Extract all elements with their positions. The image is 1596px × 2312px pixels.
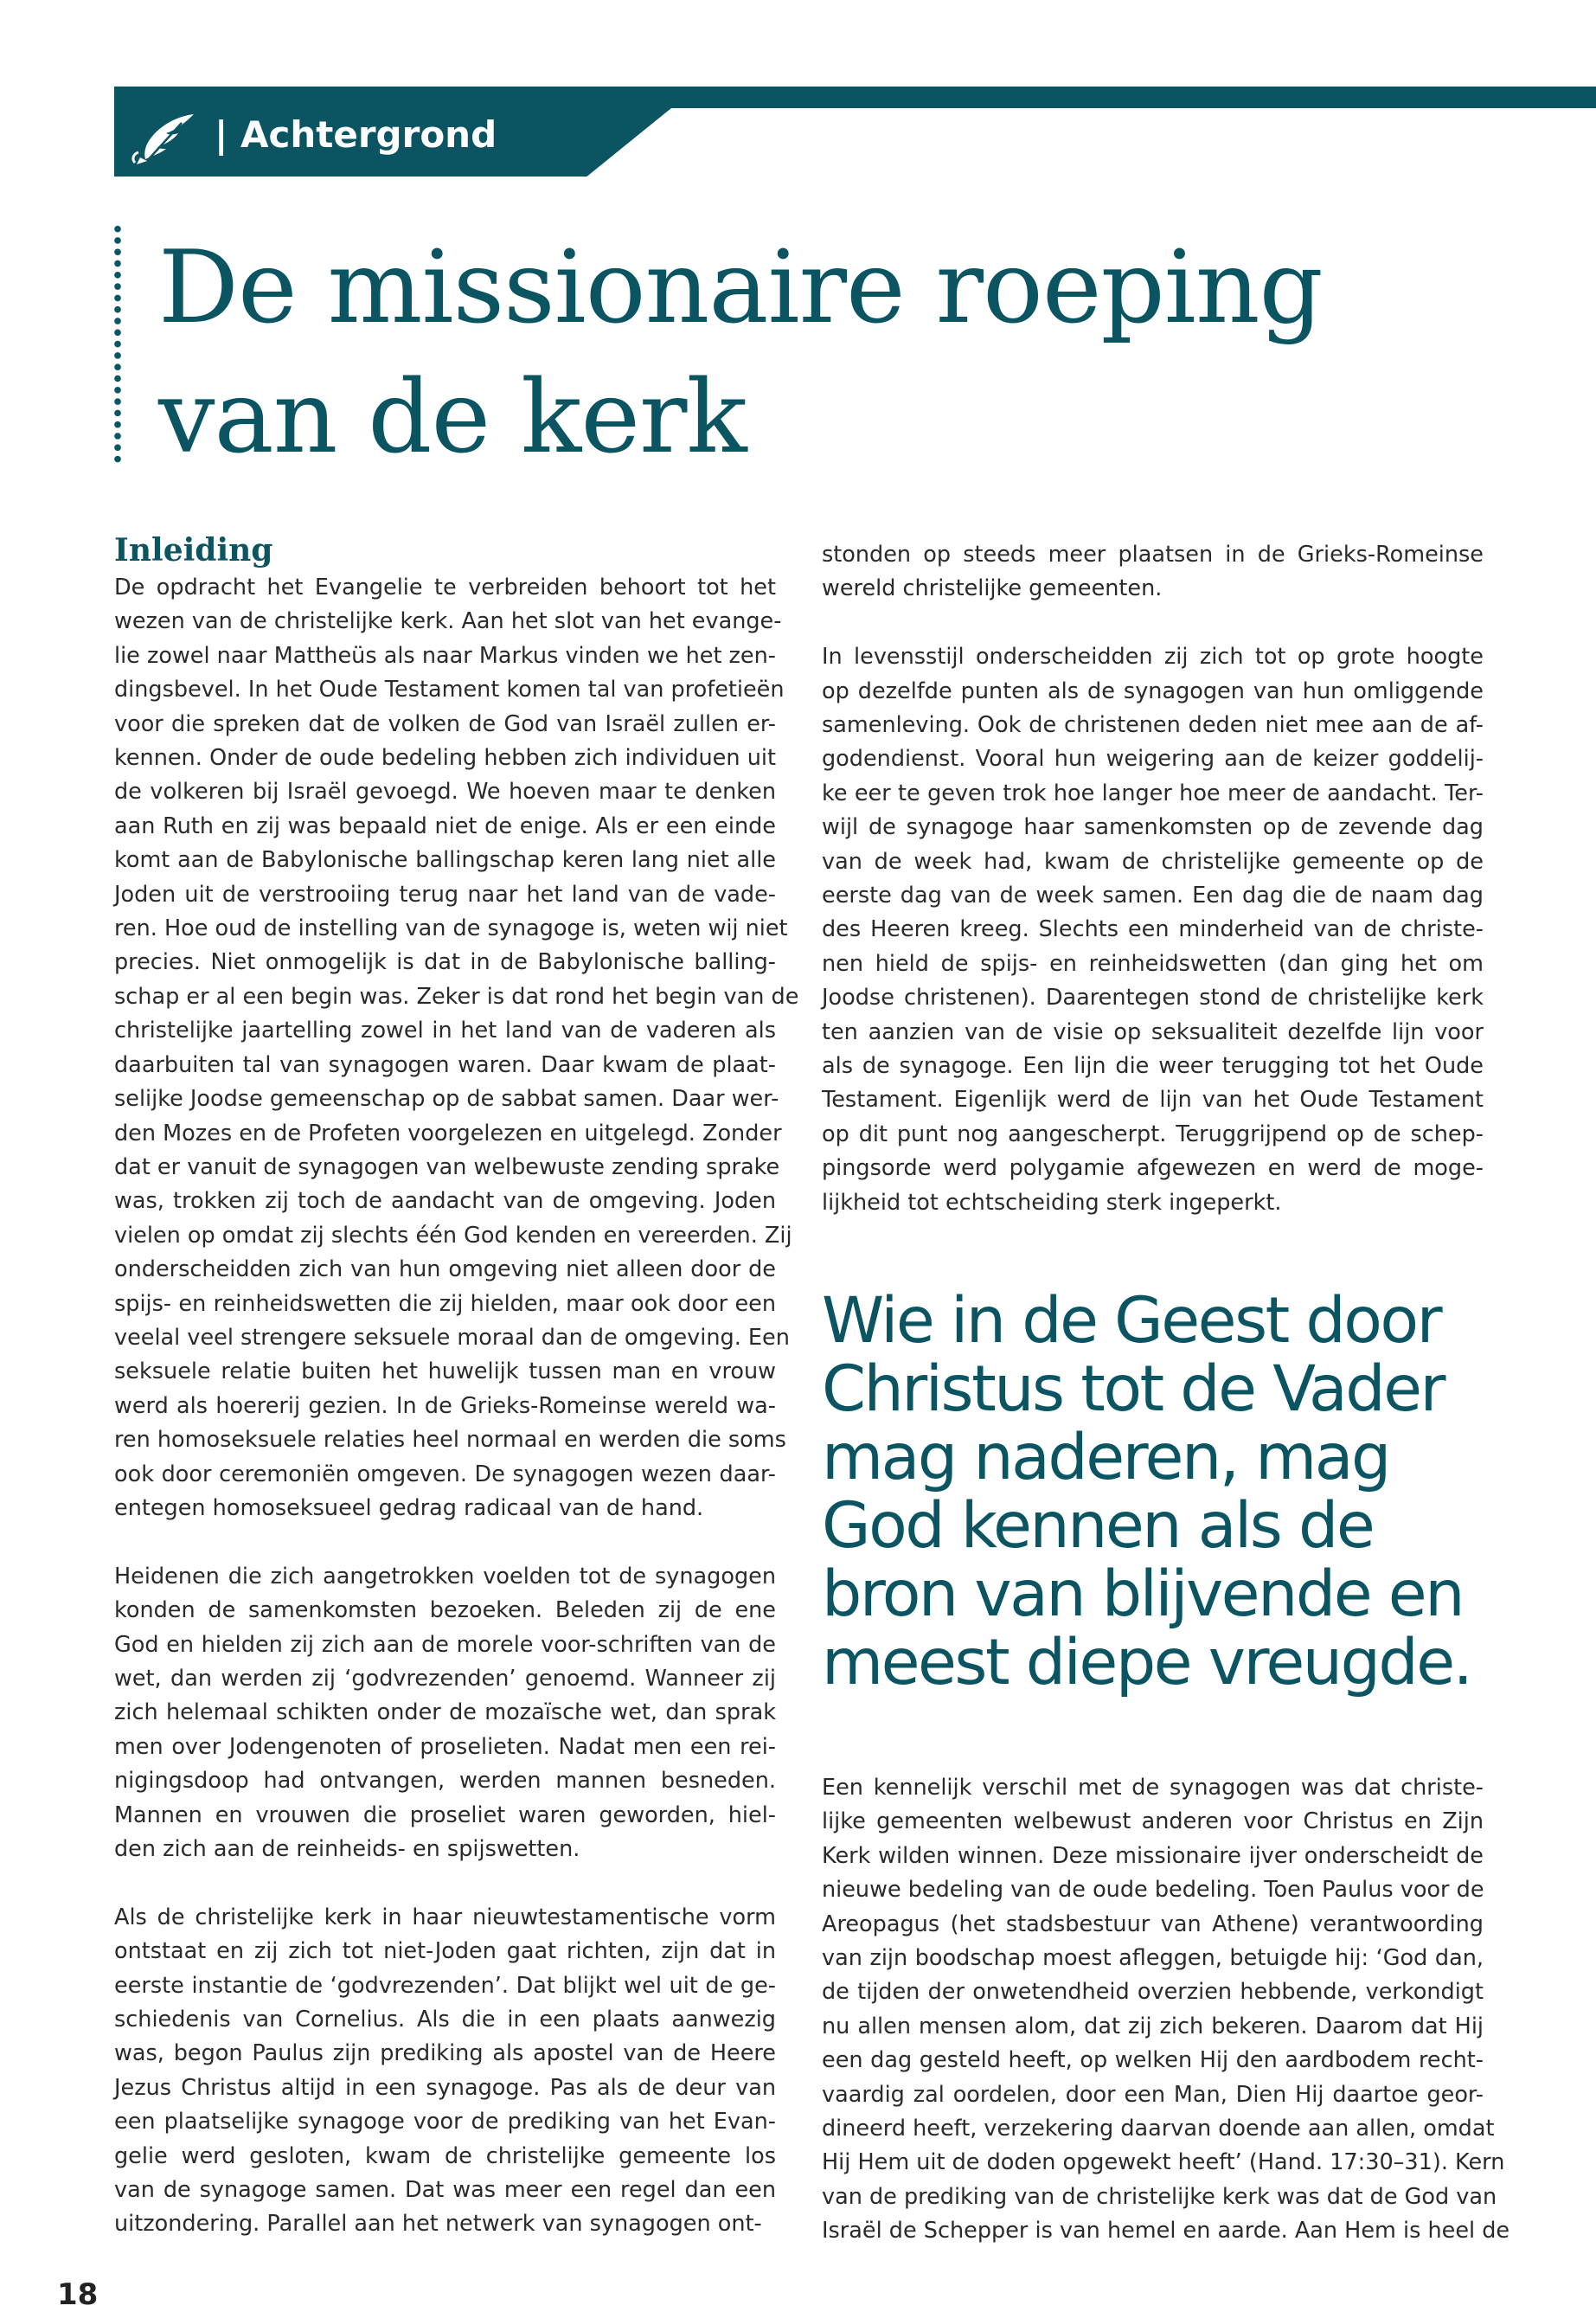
text-line: Heidenen die zich aangetrokken voelden tot de synagogen [114, 1563, 776, 1590]
paragraph [114, 1560, 776, 1867]
text-line: nen hield de spijs- en reinheidswetten (dan ging het om [822, 950, 1484, 977]
text-line: wet, dan werden zij ‘godvrezenden’ genoemd. Wanneer zij [114, 1665, 776, 1692]
text-line: van zijn boodschap moest afleggen, betuigde hij: ‘God dan, [822, 1945, 1484, 1972]
text-line: stonden op steeds meer plaatsen in de Grieks-Romeinse [822, 542, 1484, 568]
text-line: entegen homoseksueel gedrag radicaal van de hand. [114, 1494, 704, 1521]
text-line: dat er vanuit de synagogen van welbewuste zending sprake [114, 1153, 780, 1180]
text-line: den zich aan de reinheids- en spijswetten. [114, 1836, 580, 1863]
text-line: Een kennelijk verschil met de synagogen was dat christe- [822, 1775, 1484, 1801]
paragraph [822, 1771, 1510, 2249]
text-line: Joden uit de verstrooiing terug naar het land van de vade- [114, 881, 776, 908]
text-line: dineerd heeft, verzekering daarvan doende aan allen, omdat [822, 2116, 1495, 2142]
text-line: op dezelfde punten als de synagogen van hun omliggende [822, 678, 1484, 704]
text-line: komt aan de Babylonische ballingschap keren lang niet alle [114, 847, 776, 874]
text-line: nieuwe bedeling van de oude bedeling. Toen Paulus voor de [822, 1877, 1484, 1904]
text-line: de volkeren bij Israël gevoegd. We hoeven maar te denken [114, 779, 776, 806]
title-line: van de kerk [158, 359, 747, 476]
text-line: Testament. Eigenlijk werd de lijn van het Oude Testament [822, 1087, 1484, 1114]
text-line: men over Jodengenoten of proselieten. Nadat men een rei- [114, 1733, 776, 1760]
text-line: was, trokken zij toch de aandacht van de omgeving. Joden [114, 1188, 776, 1215]
text-line: nu allen mensen alom, dat zij zich bekeren. Daarom dat Hij [822, 2013, 1484, 2039]
text-line: Jezus Christus altijd in een synagoge. Pas als de deur van [114, 2074, 776, 2101]
text-line: Kerk wilden winnen. Deze missionaire ijver onderscheidt de [822, 1842, 1484, 1869]
text-line: onderscheidden zich van hun omgeving niet alleen door de [114, 1256, 776, 1283]
text-line: werd als hoererij gezien. In de Grieks-Romeinse wereld wa- [114, 1392, 776, 1419]
text-line: aan Ruth en zij was bepaald niet de enige. Als er een einde [114, 812, 776, 839]
text-line: konden de samenkomsten bezoeken. Beleden zij de ene [114, 1597, 776, 1624]
text-line: Hij Hem uit de doden opgewekt heeft’ (Hand. 17:30–31). Kern [822, 2149, 1505, 2176]
text-line: Israël de Schepper is van hemel en aarde. Aan Hem is heel de [822, 2218, 1510, 2245]
text-line: pingsorde werd polygamie afgewezen en werd de moge- [822, 1155, 1484, 1182]
text-line: Mannen en vrouwen die proseliet waren geworden, hiel- [114, 1801, 776, 1828]
text-line: daarbuiten tal van synagogen waren. Daar kwam de plaat- [114, 1051, 776, 1078]
text-line: schap er al een begin was. Zeker is dat rond het begin van de [114, 983, 799, 1010]
text-line: spijs- en reinheidswetten die zij hielden, maar ook door een [114, 1290, 776, 1317]
text-line: lie zowel naar Mattheüs als naar Markus vinden we het zen- [114, 642, 776, 669]
page-title [158, 223, 1508, 483]
text-line: uitzondering. Parallel aan het netwerk van synagogen ont- [114, 2211, 762, 2238]
text-line: was, begon Paulus zijn prediking als apostel van de Heere [114, 2040, 776, 2067]
text-line: wezen van de christelijke kerk. Aan het slot van het evange- [114, 608, 782, 635]
right-column [822, 538, 1484, 1220]
text-line: wijl de synagoge haar samenkomsten op de zevende dag [822, 814, 1484, 841]
text-line: christelijke jaartelling zowel in het land van de vaderen als [114, 1018, 776, 1044]
title-line: De missionaire roeping [158, 229, 1323, 346]
text-line: op dit punt nog aangescherpt. Teruggrijpend op de schep- [822, 1121, 1484, 1147]
text-line: zich helemaal schikten onder de mozaïsche wet, dan sprak [114, 1699, 776, 1726]
text-line: vielen op omdat zij slechts één God kenden en vereerden. Zij [114, 1222, 792, 1249]
text-line: een plaatselijke synagoge voor de prediking van het Evan- [114, 2109, 776, 2135]
text-line: eerste dag van de week samen. Een dag die de naam dag [822, 883, 1484, 909]
title-dotted-rule [113, 223, 122, 466]
text-line: precies. Niet onmogelijk is dat in de Babylonische balling- [114, 949, 776, 976]
page-number: 18 [57, 2277, 99, 2312]
text-line: wereld christelijke gemeenten. [822, 575, 1163, 602]
right-column-continued [822, 1771, 1510, 2249]
quote-line: Wie in de Geest door [822, 1284, 1441, 1358]
paragraph-gap [822, 607, 1484, 640]
quote-line: mag naderen, mag [822, 1421, 1389, 1494]
text-line: den Mozes en de Profeten voorgelezen en uitgelegd. Zonder [114, 1120, 782, 1146]
text-line: als de synagoge. Een lijn die weer terugging tot het Oude [822, 1053, 1484, 1080]
paragraph [822, 538, 1484, 607]
text-line: seksuele relatie buiten het huwelijk tussen man en vrouw [114, 1358, 776, 1385]
paragraph-gap [114, 1866, 776, 1900]
paragraph [114, 571, 799, 1525]
quill-pen-icon [130, 111, 199, 166]
text-line: des Heeren kreeg. Slechts een minderheid van de christe- [822, 916, 1484, 943]
quote-line: God kennen als de [822, 1489, 1374, 1563]
text-line: ren. Hoe oud de instelling van de synagoge is, weten wij niet [114, 915, 788, 942]
text-line: samenleving. Ook de christenen deden niet mee aan de af- [822, 712, 1484, 739]
text-line: eerste instantie de ‘godvrezenden’. Dat blijkt wel uit de ge- [114, 1972, 776, 1999]
quote-line: bron van blijvende en [822, 1557, 1463, 1631]
paragraph [822, 640, 1484, 1220]
text-line: godendienst. Vooral hun weigering aan de keizer goddelij- [822, 746, 1484, 773]
text-line: voor die spreken dat de volken de God van Israël zullen er- [114, 710, 776, 737]
quote-line: meest diepe vreugde. [822, 1626, 1471, 1699]
text-line: dingsbevel. In het Oude Testament komen tal van profetieën [114, 677, 785, 703]
text-line: van de week had, kwam de christelijke gemeente op de [822, 848, 1484, 875]
text-line: Joodse christenen). Daarentegen stond de christelijke kerk [822, 985, 1484, 1012]
paragraph-gap [114, 1525, 776, 1559]
pull-quote [822, 1284, 1514, 1699]
text-line: lijke gemeenten welbewust anderen voor Christus en Zijn [822, 1808, 1484, 1835]
text-line: een dag gesteld heeft, op welken Hij den aardbodem recht- [822, 2047, 1484, 2074]
text-line: lijkheid tot echtscheiding sterk ingeperkt. [822, 1189, 1282, 1216]
left-column [114, 530, 799, 2242]
section-heading: Inleiding [114, 532, 273, 568]
text-line: ren homoseksuele relaties heel normaal en werden die soms [114, 1427, 786, 1454]
text-line: kennen. Onder de oude bedeling hebben zich individuen uit [114, 745, 776, 772]
text-line: ook door ceremoniën omgeven. De synagogen wezen daar- [114, 1461, 776, 1487]
text-line: ke eer te geven trok hoe langer hoe meer de aandacht. Ter- [822, 780, 1484, 806]
text-line: De opdracht het Evangelie te verbreiden behoort tot het [114, 575, 776, 600]
text-line: God en hielden zij zich aan de morele voor-schriften van de [114, 1631, 776, 1658]
text-line: Als de christelijke kerk in haar nieuwtestamentische vorm [114, 1904, 776, 1930]
text-line: de tijden der onwetendheid overzien hebbende, verkondigt [822, 1979, 1484, 2006]
text-line: veelal veel strengere seksuele moraal dan de omgeving. Een [114, 1324, 790, 1351]
text-line: schiedenis van Cornelius. Als die in een plaats aanwezig [114, 2007, 776, 2033]
text-line: In levensstijl onderscheidden zij zich tot op grote hoogte [822, 644, 1484, 671]
paragraph [114, 1901, 776, 2242]
text-line: van de synagoge samen. Dat was meer een regel dan een [114, 2177, 776, 2204]
section-label: | Achtergrond [215, 113, 497, 156]
text-line: selijke Joodse gemeenschap op de sabbat samen. Daar wer- [114, 1086, 779, 1113]
text-line: Areopagus (het stadsbestuur van Athene) verantwoording [822, 1911, 1484, 1937]
text-line: van de prediking van de christelijke kerk was dat de God van [822, 2183, 1497, 2210]
text-line: ontstaat en zij zich tot niet-Joden gaat richten, zijn dat in [114, 1938, 776, 1965]
text-line: vaardig zal oordelen, door een Man, Dien Hij daartoe geor- [822, 2081, 1484, 2108]
text-line: gelie werd gesloten, kwam de christelijke gemeente los [114, 2142, 776, 2169]
quote-line: Christus tot de Vader [822, 1352, 1445, 1426]
text-line: nigingsdoop had ontvangen, werden mannen besneden. [114, 1768, 776, 1795]
text-line: ten aanzien van de visie op seksualiteit dezelfde lijn voor [822, 1018, 1484, 1045]
